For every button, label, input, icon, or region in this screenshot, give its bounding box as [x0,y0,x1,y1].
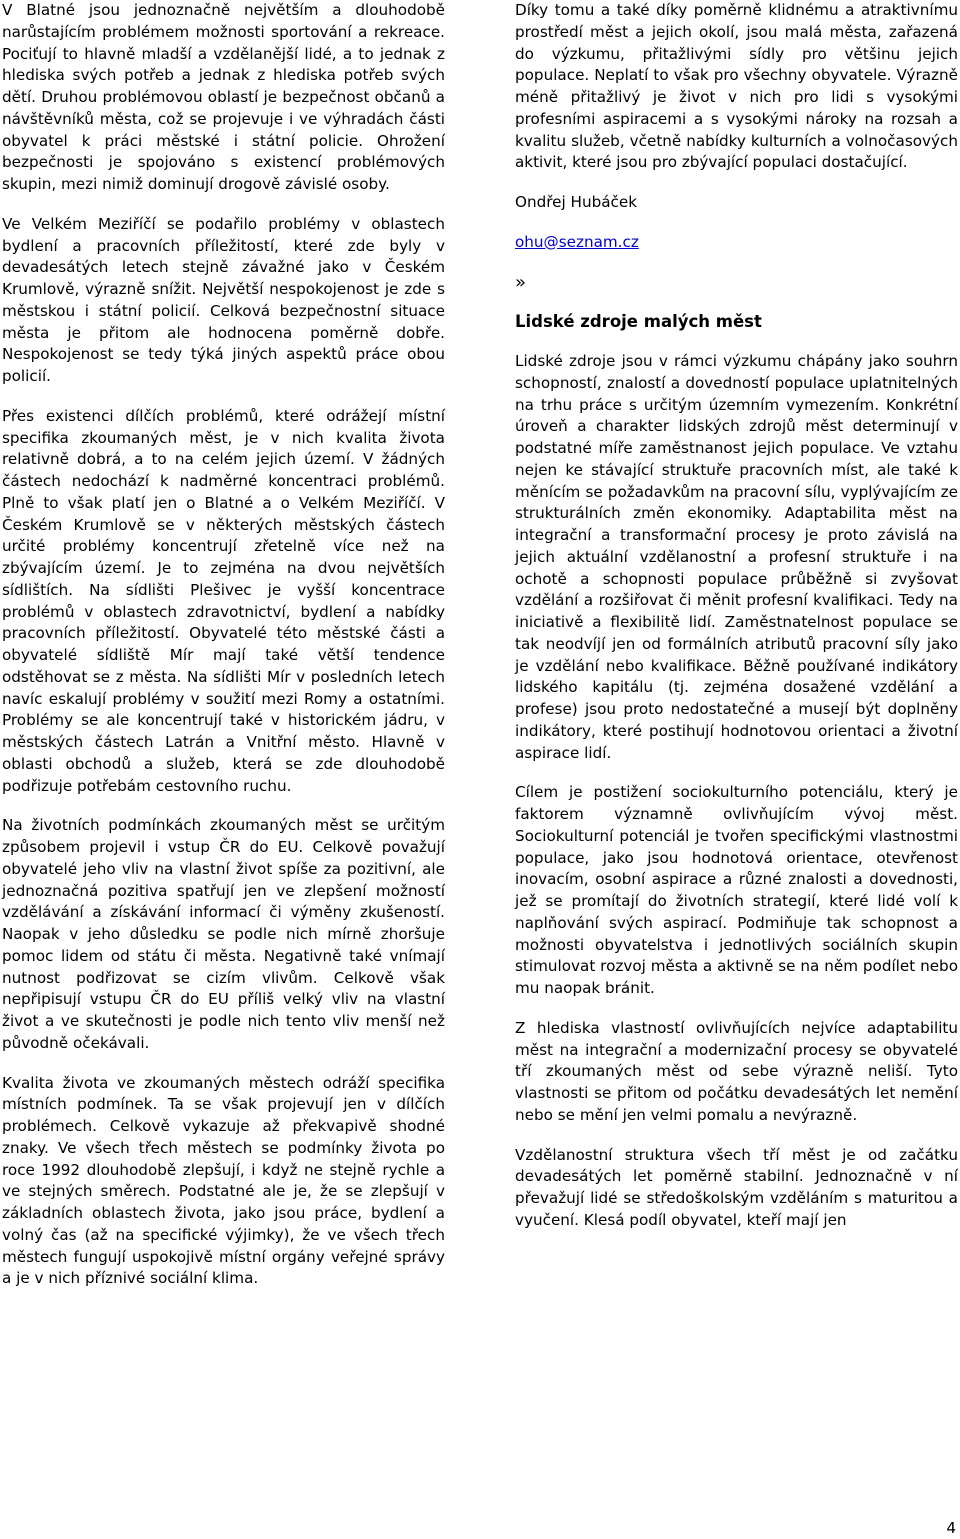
paragraph: Vzdělanostní struktura všech tří měst je od začátku devadesátých let poměrně stabilní. Jednoznačně v ní převažují lidé se středoškolským vzděláním s maturitou a vyučení. Klesá podíl obyvatel, kteří mají jen [515,1145,958,1229]
author-email-line [515,232,958,254]
paragraph: Cílem je postižení sociokulturního potenciálu, který je faktorem významně ovlivňujícím vývoj měst. Sociokulturní potenciál je tvořen specifickými vlastnostmi populace, jako jsou hodnotová orientace, otevřenost inovacím, osobní aspirace a různé znalosti a dovednosti, jež se promítají do životních strategií, které lidé volí k naplňování svých aspirací. Podmiňuje tak schopnost a možnosti obyvatelstva i jednotlivých sociálních skupin stimulovat rozvoj města a aktivně se na něm podílet nebo mu naopak bránit. [515,783,958,997]
paragraph: Na životních podmínkách zkoumaných měst se určitým způsobem projevil i vstup ČR do EU. Celkově považují obyvatelé jeho vliv na vlastní život spíše za pozitivní, ale jednoznačná pozitiva spatřují jen ve zlepšení možností vzdělávání a získávání informací či výměny zkušeností. Naopak v jeho důsledku se podle nich mírně zhoršuje pomoc lidem od státu či města. Negativně také vnímají nutnost podřizovat se cizím vlivům. Celkově však nepřipisují vstupu ČR do EU příliš velký vliv na vlastní život a ve skutečnosti je podle nich tento vliv menší než původně očekávali. [2,816,445,1052]
separator-raquo: » [515,271,527,293]
author-name: Ondřej Hubáček [515,193,638,211]
paragraph: Přes existenci dílčích problémů, které odrážejí místní specifika zkoumaných měst, je v nich kvalita života relativně dobrá, a to na celém jejich území. V žádných částech nedochází k nadměrné koncentraci problémů. Plně to však platí jen o Blatné a o Velkém Meziříčí. V Českém Krumlově se v některých městských částech určité problémy koncentrují zřetelně více než na zbývajícím území. Je to zejména na dvou největších sídlištích. Na sídlišti Plešivec je vyšší koncentrace problémů v oblastech zdravotnictví, bydlení a nabídky pracovních příležitostí. Obyvatelé této městské části a obyvatelé sídliště Mír mají také větší tendence odstěhovat se z města. Na sídlišti Mír v posledních letech navíc eskalují problémy v soužití mezi Romy a ostatními. Problémy se ale koncentrují také v historickém jádru, v městských částech Latrán a Vnitřní město. Hlavně v oblasti obchodů a služeb, která se zde dlouhodobě podřizuje potřebám cestovního ruchu. [2,406,445,795]
paragraph: Ve Velkém Meziříčí se podařilo problémy v oblastech bydlení a pracovních příležitostí, které zde byly v devadesátých letech stejně závažné jako v Českém Krumlově, výrazně snížit. Největší nespokojenost je zde s městskou i státní policií. Celková bezpečnostní situace města je přitom ale hodnocena poměrně dobře. Nespokojenost se tedy týká jiných aspektů práce obou policií. [2,214,445,385]
intro-paragraph: Díky tomu a také díky poměrně klidnému a atraktivnímu prostředí měst a jejich okolí, jsou malá města, zařazená do výzkumu, přitažlivými sídly pro většinu jejich populace. Neplatí to však pro všechny obyvatele. Výrazně méně přitažlivý je život v nich pro lidi s vysokými profesními aspiracemi a s vysokými nároky na rozsah a kvalitu služeb, včetně nabídky kulturních a volnočasových aktivit, které jsou pro zbývající populaci dostačující. [515,1,958,172]
left-column [2,0,445,1308]
paragraph: V Blatné jsou jednoznačně největším a dlouhodobě narůstajícím problémem možnosti sportování a rekreace. Pociťují to hlavně mladší a vzdělanější lidé, a to jednak z hlediska svých potřeb a jednak z hlediska potřeb svých dětí. Druhou problémovou oblastí je bezpečnost občanů a návštěvníků města, což se projevuje i ve výhradách části obyvatel k práci městské i státní policie. Ohrožení bezpečnosti je spojováno s existencí problémových skupin, mezi nimiž dominují drogově závislé osoby. [2,1,445,193]
page-number: 4 [946,1519,956,1537]
author-email-link[interactable]: ohu@seznam.cz [515,232,639,251]
paragraph: Lidské zdroje jsou v rámci výzkumu chápány jako souhrn schopností, znalostí a dovedností populace uplatnitelných na trhu práce s určitým územním vymezením. Konkrétní úroveň a charakter lidských zdrojů měst determinují v podstatné míře zaměstnanost jejich populace. Ve vztahu nejen ke stávající struktuře pracovních míst, ale také k měnícím se požadavkům na pracovní sílu, vyplývajícím ze strukturálních změn ekonomiky. Adaptabilita měst na integrační a transformační procesy je proto závislá na jejich aktuální vzdělanostní a profesní struktuře i na ochotě a schopnosti populace průběžně si zvyšovat vzdělání a rozšiřovat či měnit profesní kvalifikaci. Tedy na iniciativě a flexibilitě lidí. Zaměstnatelnost populace se tak neodvíjí jen od formálních atributů pracovní síly jako je vzdělání nebo kvalifikace. Běžně používané indikátory lidského kapitálu (tj. zejména dosažené vzdělání a profese) jsou proto nedostatečné a musejí být doplněny indikátory, které postihují hodnotovou orientaci a životní aspirace lidí. [515,352,958,762]
section-heading: Lidské zdroje malých měst [515,312,762,332]
paragraph: Z hlediska vlastností ovlivňujících nejvíce adaptabilitu měst na integrační a modernizační procesy se obyvatelé tří zkoumaných měst od sebe výrazně neliší. Tyto vlastnosti se přitom od počátku devadesátých let nemění nebo se mění jen velmi pomalu a nevýrazně. [515,1018,958,1124]
right-column [515,0,958,1250]
paragraph: Kvalita života ve zkoumaných městech odráží specifika místních podmínek. Ta se však projevují jen v dílčích problémech. Celkově vykazuje až překvapivě shodné znaky. Ve všech třech městech se podmínky života po roce 1992 dlouhodobě zlepšují, i když ne stejně rychle a ve stejných směrech. Podstatné ale je, že se zlepšují v základních oblastech života, jako jsou práce, bydlení a volný čas (až na specifické výjimky), že ve všech třech městech fungují uspokojivě místní orgány veřejné správy a je v nich příznivé sociální klima. [2,1073,445,1288]
